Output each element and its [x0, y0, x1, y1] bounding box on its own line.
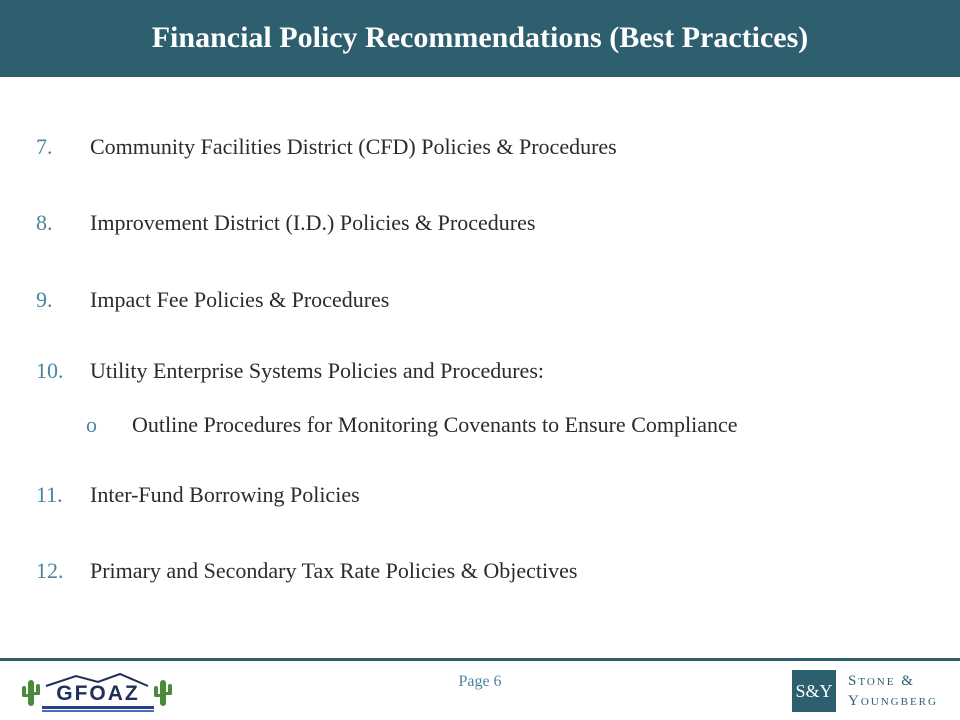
- item-text: Primary and Secondary Tax Rate Policies & Objectives: [90, 558, 578, 583]
- item-text: Community Facilities District (CFD) Policies & Procedures: [90, 134, 617, 159]
- item-number: 7.: [36, 134, 53, 159]
- gfoaz-logo-text: GFOAZ: [56, 682, 140, 705]
- item-text: Inter-Fund Borrowing Policies: [90, 482, 360, 507]
- logo-line-1: Stone &: [848, 673, 915, 689]
- gfoaz-logo: [18, 670, 178, 712]
- item-text: Impact Fee Policies & Procedures: [90, 287, 390, 312]
- page-number: Page 6: [458, 673, 502, 690]
- page-title: Financial Policy Recommendations (Best Practices): [151, 21, 809, 54]
- item-number: 12.: [36, 558, 64, 583]
- item-text: Utility Enterprise Systems Policies and Procedures:: [90, 358, 544, 383]
- sub-bullet: o: [86, 412, 97, 437]
- footer-divider: [0, 658, 960, 661]
- item-number: 11.: [36, 482, 63, 507]
- sy-monogram: S&Y: [792, 670, 836, 712]
- sub-item-text: Outline Procedures for Monitoring Covenants to Ensure Compliance: [132, 412, 738, 437]
- logo-line-2: Youngberg: [848, 693, 938, 709]
- item-number: 8.: [36, 210, 53, 235]
- stone-youngberg-logo: [792, 670, 952, 714]
- item-text: Improvement District (I.D.) Policies & Procedures: [90, 210, 536, 235]
- item-number: 9.: [36, 287, 53, 312]
- item-number: 10.: [36, 358, 64, 383]
